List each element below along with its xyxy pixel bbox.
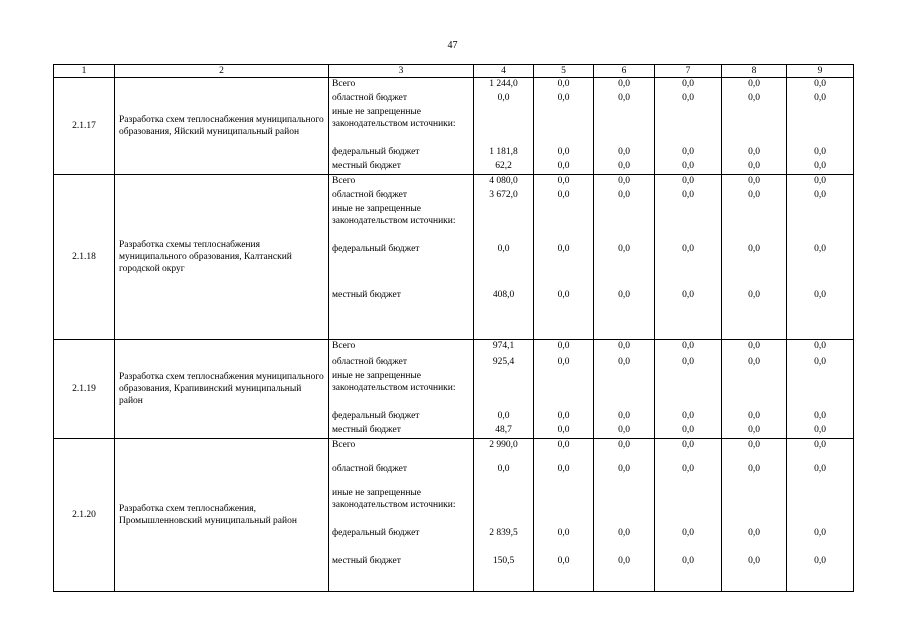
- amount-value: [597, 370, 651, 410]
- amount-value: 0,0: [618, 411, 630, 421]
- value-column-7: [655, 78, 722, 175]
- amount-value: 0,0: [748, 464, 760, 474]
- amount-value: 0,0: [682, 290, 694, 300]
- column-header: 6: [594, 65, 655, 78]
- row-title: Разработка схемы теплоснабжения муниципального образования, Калтанский городской округ: [115, 175, 329, 340]
- funding-source-label: местный бюджет: [332, 290, 401, 300]
- amount-value: 0,0: [814, 440, 826, 450]
- column-header: 5: [534, 65, 594, 78]
- amount-value: 0,0: [618, 176, 630, 186]
- value-column-5: [534, 175, 594, 340]
- funding-source-label: Всего: [332, 176, 356, 186]
- amount-value: 0,0: [748, 244, 760, 254]
- amount-value: 3 672,0: [489, 190, 518, 200]
- amount-value: 0,0: [557, 93, 570, 103]
- value-column-6: [594, 439, 655, 592]
- amount-value: 0,0: [814, 190, 826, 200]
- value-column-7: [655, 439, 722, 592]
- funding-source-label: Всего: [332, 79, 356, 89]
- amount-value: [537, 203, 590, 243]
- funding-sources: [329, 78, 474, 175]
- amount-value: 0,0: [557, 464, 570, 474]
- table-row: [54, 78, 854, 175]
- funding-source-label: областной бюджет: [332, 464, 408, 474]
- amount-value: 0,0: [748, 556, 760, 566]
- amount-value: 0,0: [557, 528, 570, 538]
- amount-value: 0,0: [814, 161, 826, 171]
- amount-value: 0,0: [682, 147, 694, 157]
- amount-value: 0,0: [557, 190, 570, 200]
- amount-value: [597, 106, 651, 146]
- amount-value: 1 244,0: [489, 79, 518, 89]
- amount-value: 0,0: [618, 244, 630, 254]
- funding-source-label: областной бюджет: [332, 357, 408, 367]
- value-column-7: [655, 175, 722, 340]
- value-column-6: [594, 175, 655, 340]
- amount-value: 0,0: [682, 176, 694, 186]
- page-number: 47: [447, 40, 458, 51]
- column-header: 8: [722, 65, 787, 78]
- amount-value: 0,0: [748, 79, 760, 89]
- amount-value: 0,0: [682, 425, 694, 435]
- value-column-4: [474, 78, 534, 175]
- funding-source-label: местный бюджет: [332, 556, 401, 566]
- amount-value: 0,0: [814, 93, 826, 103]
- value-column-4: [474, 175, 534, 340]
- amount-value: 0,0: [618, 556, 630, 566]
- amount-value: 974,1: [492, 341, 515, 351]
- amount-value: 0,0: [557, 341, 570, 351]
- column-header: 9: [787, 65, 854, 78]
- amount-value: [725, 106, 783, 146]
- funding-source-label: иные не запрещенные законодательством источники:: [332, 204, 456, 226]
- funding-source-label: федеральный бюджет: [332, 528, 420, 538]
- value-column-8: [722, 340, 787, 439]
- amount-value: 0,0: [682, 93, 694, 103]
- amount-value: 0,0: [618, 79, 630, 89]
- amount-value: 1 181,8: [489, 147, 518, 157]
- amount-value: 0,0: [618, 190, 630, 200]
- amount-value: 0,0: [618, 341, 630, 351]
- amount-value: 0,0: [682, 528, 694, 538]
- amount-value: 0,0: [814, 79, 826, 89]
- funding-source-label: федеральный бюджет: [332, 147, 420, 157]
- column-header: 2: [115, 65, 329, 78]
- funding-source-label: Всего: [332, 341, 356, 351]
- row-code: 2.1.17: [54, 78, 115, 175]
- value-column-5: [534, 340, 594, 439]
- amount-value: [658, 203, 718, 243]
- amount-value: [658, 487, 718, 527]
- amount-value: 0,0: [748, 440, 760, 450]
- amount-value: 0,0: [618, 147, 630, 157]
- amount-value: 0,0: [748, 528, 760, 538]
- row-title: Разработка схем теплоснабжения муниципального образования, Крапивинский муниципальный район: [115, 340, 329, 439]
- funding-source-label: федеральный бюджет: [332, 411, 420, 421]
- amount-value: 0,0: [682, 79, 694, 89]
- row-title: Разработка схем теплоснабжения, Промышленновский муниципальный район: [115, 439, 329, 592]
- column-number-row: [54, 65, 854, 78]
- amount-value: 0,0: [618, 357, 630, 367]
- value-column-9: [787, 439, 854, 592]
- amount-value: [658, 370, 718, 410]
- amount-value: 0,0: [682, 357, 694, 367]
- amount-value: [537, 370, 590, 410]
- amount-value: 0,0: [557, 440, 570, 450]
- funding-sources: [329, 439, 474, 592]
- amount-value: [725, 370, 783, 410]
- amount-value: 0,0: [814, 147, 826, 157]
- amount-value: 0,0: [618, 93, 630, 103]
- amount-value: 0,0: [748, 425, 760, 435]
- amount-value: 0,0: [748, 290, 760, 300]
- funding-source-label: иные не запрещенные законодательством источники:: [332, 371, 456, 393]
- value-column-6: [594, 78, 655, 175]
- amount-value: 0,0: [497, 464, 510, 474]
- amount-value: 0,0: [814, 556, 826, 566]
- amount-value: 0,0: [814, 244, 826, 254]
- value-column-7: [655, 340, 722, 439]
- amount-value: [597, 487, 651, 527]
- amount-value: [790, 370, 850, 410]
- amount-value: 62,2: [495, 161, 512, 171]
- amount-value: 0,0: [557, 556, 570, 566]
- amount-value: 150,5: [492, 556, 515, 566]
- amount-value: [477, 106, 530, 146]
- amount-value: 0,0: [682, 464, 694, 474]
- amount-value: 0,0: [497, 244, 510, 254]
- budget-table: [53, 64, 854, 592]
- column-header: 3: [329, 65, 474, 78]
- amount-value: [658, 106, 718, 146]
- amount-value: [477, 203, 530, 243]
- amount-value: 2 990,0: [489, 440, 518, 450]
- column-header: 4: [474, 65, 534, 78]
- amount-value: 0,0: [497, 411, 510, 421]
- value-column-9: [787, 175, 854, 340]
- amount-value: 0,0: [748, 341, 760, 351]
- amount-value: 0,0: [814, 341, 826, 351]
- value-column-9: [787, 78, 854, 175]
- amount-value: 0,0: [748, 161, 760, 171]
- funding-sources: [329, 340, 474, 439]
- amount-value: 0,0: [748, 411, 760, 421]
- amount-value: 0,0: [682, 341, 694, 351]
- amount-value: 0,0: [497, 93, 510, 103]
- funding-source-label: областной бюджет: [332, 190, 408, 200]
- column-header: 7: [655, 65, 722, 78]
- amount-value: [537, 487, 590, 527]
- amount-value: 0,0: [814, 290, 826, 300]
- amount-value: [790, 487, 850, 527]
- amount-value: 0,0: [814, 411, 826, 421]
- amount-value: 0,0: [814, 176, 826, 186]
- funding-source-label: Всего: [332, 440, 356, 450]
- amount-value: 0,0: [748, 176, 760, 186]
- amount-value: 0,0: [618, 464, 630, 474]
- amount-value: 0,0: [748, 190, 760, 200]
- value-column-9: [787, 340, 854, 439]
- value-column-8: [722, 175, 787, 340]
- amount-value: 0,0: [682, 556, 694, 566]
- amount-value: 0,0: [814, 425, 826, 435]
- amount-value: 0,0: [618, 440, 630, 450]
- amount-value: 4 080,0: [489, 176, 518, 186]
- amount-value: [477, 487, 530, 527]
- row-code: 2.1.20: [54, 439, 115, 592]
- column-header: 1: [54, 65, 115, 78]
- funding-source-label: местный бюджет: [332, 161, 401, 171]
- amount-value: 0,0: [748, 357, 760, 367]
- amount-value: 0,0: [557, 176, 570, 186]
- amount-value: 0,0: [682, 244, 694, 254]
- funding-source-label: иные не запрещенные законодательством источники:: [332, 107, 456, 129]
- amount-value: [790, 106, 850, 146]
- table-row: [54, 439, 854, 592]
- amount-value: 0,0: [748, 93, 760, 103]
- table-row: [54, 340, 854, 439]
- amount-value: 0,0: [618, 425, 630, 435]
- amount-value: 0,0: [557, 147, 570, 157]
- amount-value: [725, 487, 783, 527]
- amount-value: [537, 106, 590, 146]
- amount-value: 0,0: [557, 79, 570, 89]
- amount-value: 0,0: [557, 425, 570, 435]
- amount-value: 408,0: [492, 290, 515, 300]
- amount-value: 0,0: [618, 161, 630, 171]
- funding-source-label: иные не запрещенные законодательством источники:: [332, 488, 456, 510]
- amount-value: [597, 203, 651, 243]
- amount-value: [790, 203, 850, 243]
- amount-value: 0,0: [748, 147, 760, 157]
- funding-source-label: местный бюджет: [332, 425, 401, 435]
- amount-value: 0,0: [682, 161, 694, 171]
- amount-value: 0,0: [557, 290, 570, 300]
- value-column-5: [534, 439, 594, 592]
- value-column-4: [474, 340, 534, 439]
- amount-value: 0,0: [682, 190, 694, 200]
- amount-value: 0,0: [618, 290, 630, 300]
- row-title: Разработка схем теплоснабжения муниципального образования, Яйский муниципальный район: [115, 78, 329, 175]
- amount-value: 0,0: [682, 411, 694, 421]
- amount-value: 0,0: [557, 161, 570, 171]
- value-column-6: [594, 340, 655, 439]
- amount-value: 0,0: [814, 464, 826, 474]
- row-code: 2.1.18: [54, 175, 115, 340]
- value-column-8: [722, 78, 787, 175]
- funding-source-label: областной бюджет: [332, 93, 408, 103]
- amount-value: 0,0: [814, 528, 826, 538]
- funding-sources: [329, 175, 474, 340]
- amount-value: 0,0: [557, 244, 570, 254]
- amount-value: [725, 203, 783, 243]
- funding-source-label: федеральный бюджет: [332, 244, 420, 254]
- value-column-4: [474, 439, 534, 592]
- value-column-8: [722, 439, 787, 592]
- amount-value: 0,0: [557, 357, 570, 367]
- amount-value: 0,0: [814, 357, 826, 367]
- amount-value: 0,0: [682, 440, 694, 450]
- table-row: [54, 175, 854, 340]
- amount-value: 2 839,5: [489, 528, 518, 538]
- row-code: 2.1.19: [54, 340, 115, 439]
- value-column-5: [534, 78, 594, 175]
- amount-value: 0,0: [557, 411, 570, 421]
- amount-value: 0,0: [618, 528, 630, 538]
- amount-value: [477, 370, 530, 410]
- amount-value: 925,4: [492, 357, 515, 367]
- amount-value: 48,7: [495, 425, 512, 435]
